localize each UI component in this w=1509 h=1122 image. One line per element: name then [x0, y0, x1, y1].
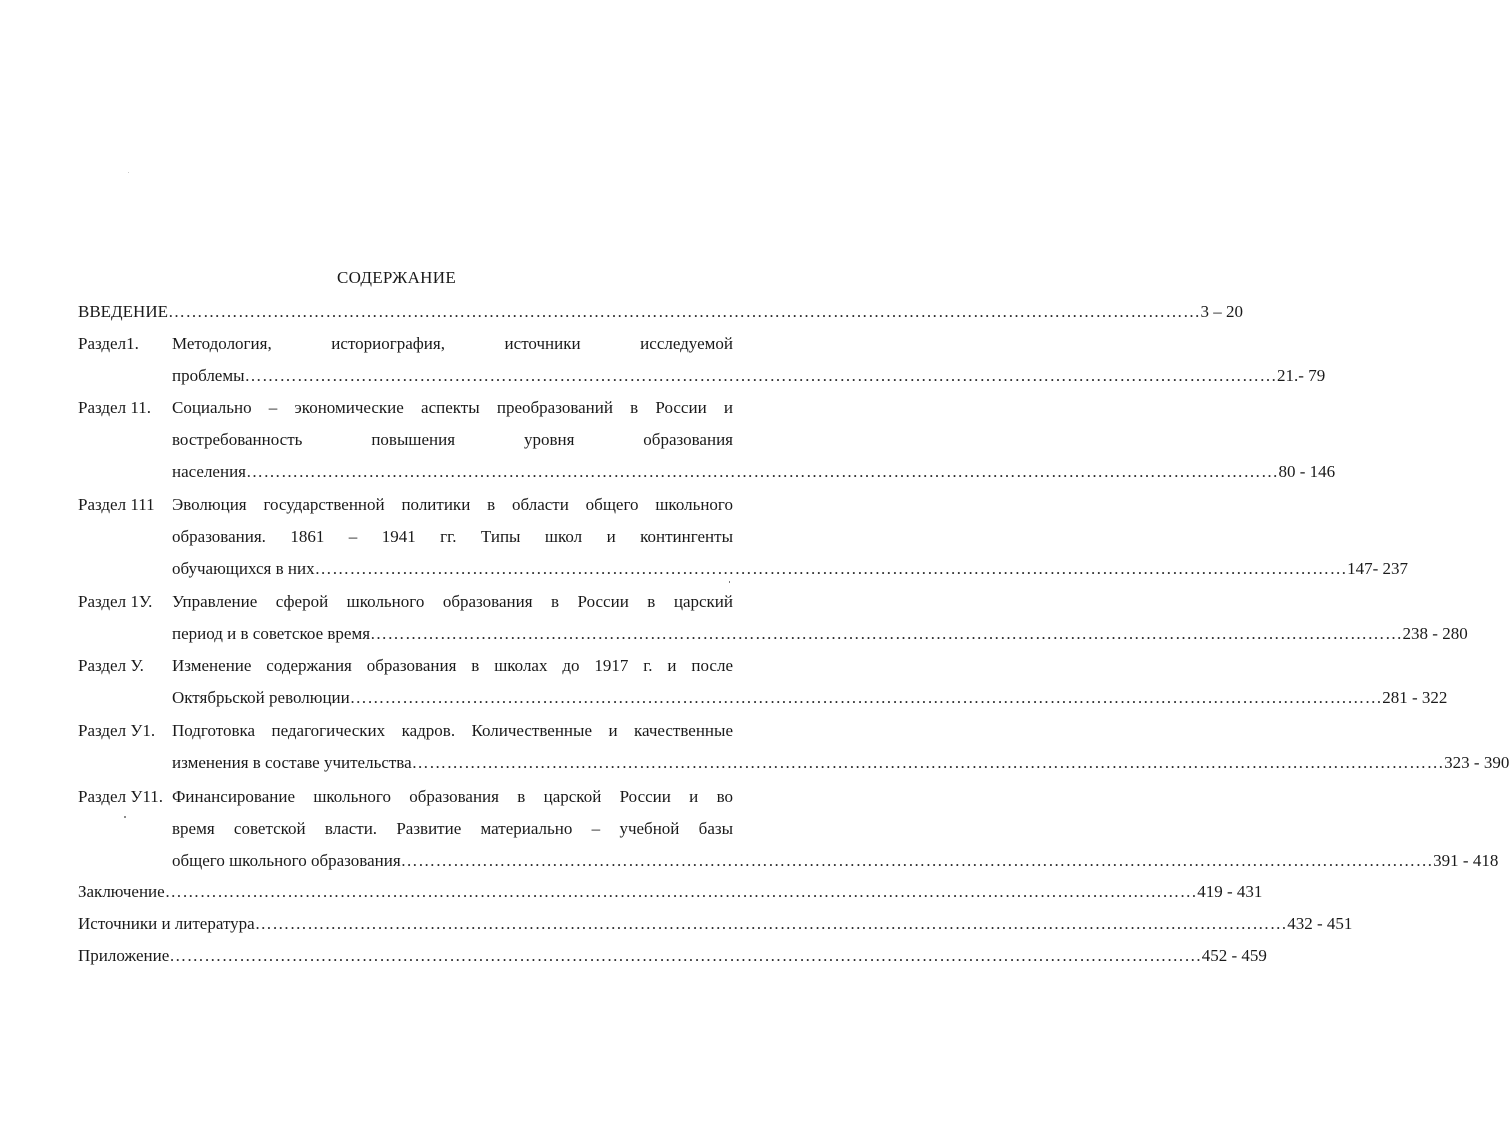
dot-leader: ……………………………………………………………………………………………………………………………………………………………	[246, 462, 1279, 481]
toc-entry-section-3[interactable]	[172, 558, 1409, 580]
toc-page-range: 238 - 280	[1402, 624, 1468, 643]
scan-artifact	[729, 581, 730, 583]
dot-leader: ……………………………………………………………………………………………………………………………………………………………	[314, 559, 1348, 578]
toc-entry-title: Приложение	[78, 946, 170, 965]
toc-section-label: Раздел У1.	[78, 721, 156, 740]
toc-entry-text-line: Социально – экономические аспекты преобразований в России и	[172, 398, 733, 417]
toc-entry-title: общего школьного образования	[172, 851, 401, 870]
toc-page-range: 452 - 459	[1201, 946, 1267, 965]
toc-entry-text-line: Эволюция государственной политики в области общего школьного	[172, 495, 733, 514]
dot-leader: ……………………………………………………………………………………………………………………………………………………………	[254, 914, 1288, 933]
toc-entry-title: Источники и литература	[78, 914, 255, 933]
scan-artifact	[124, 816, 126, 818]
page-title: СОДЕРЖАНИЕ	[336, 268, 457, 287]
toc-entry-title: ВВЕДЕНИЕ	[78, 302, 168, 321]
toc-entry-conclusion[interactable]	[78, 881, 1263, 903]
dot-leader: ……………………………………………………………………………………………………………………………………………………………	[167, 302, 1201, 321]
toc-page-range: 432 - 451	[1287, 914, 1353, 933]
toc-entry-section-4[interactable]	[172, 623, 1468, 645]
toc-entry-text-line: Методология, историография, источники исследуемой	[172, 334, 733, 353]
toc-entry-title: обучающихся в них	[172, 559, 315, 578]
toc-entry-sources[interactable]	[78, 913, 1353, 935]
toc-entry-text-line: Подготовка педагогических кадров. Количественные и качественные	[172, 721, 733, 740]
toc-section-label: Раздел1.	[78, 334, 139, 353]
toc-entry-title: населения	[172, 462, 246, 481]
toc-entry-text-line: время советской власти. Развитие материально – учебной базы	[172, 819, 733, 838]
toc-entry-title: Октябрьской революции	[172, 688, 350, 707]
toc-section-label: Раздел 11.	[78, 398, 151, 417]
toc-entry-text-line: Управление сферой школьного образования в России в царский	[172, 592, 733, 611]
toc-entry-introduction[interactable]	[78, 301, 1243, 323]
toc-entry-section-6[interactable]	[172, 752, 1509, 774]
toc-page-range: 3 – 20	[1200, 302, 1243, 321]
dot-leader: ……………………………………………………………………………………………………………………………………………………………	[370, 624, 1403, 643]
toc-entry-title: Заключение	[78, 882, 165, 901]
scan-artifact	[128, 172, 129, 173]
toc-page-range: 391 - 418	[1433, 851, 1499, 870]
dot-leader: ……………………………………………………………………………………………………………………………………………………………	[411, 753, 1445, 772]
toc-page-range: 21.- 79	[1277, 366, 1326, 385]
toc-entry-text-line: Финансирование школьного образования в царской России и во	[172, 787, 733, 806]
toc-entry-section-7[interactable]	[172, 850, 1499, 872]
toc-section-label: Раздел У.	[78, 656, 144, 675]
dot-leader: ……………………………………………………………………………………………………………………………………………………………	[164, 882, 1198, 901]
dot-leader: ……………………………………………………………………………………………………………………………………………………………	[400, 851, 1434, 870]
dot-leader: ……………………………………………………………………………………………………………………………………………………………	[349, 688, 1383, 707]
toc-entry-text-line: Изменение содержания образования в школах до 1917 г. и после	[172, 656, 733, 675]
toc-page-range: 419 - 431	[1197, 882, 1263, 901]
toc-entry-text-line: востребованность повышения уровня образования	[172, 430, 733, 449]
toc-page-range: 147- 237	[1347, 559, 1409, 578]
toc-section-label: Раздел 1У.	[78, 592, 153, 611]
toc-page-range: 281 - 322	[1382, 688, 1448, 707]
toc-entry-title: период и в советское время	[172, 624, 371, 643]
toc-section-label: Раздел У11.	[78, 787, 163, 806]
toc-entry-section-1[interactable]	[172, 365, 1326, 387]
toc-entry-text-line: образования. 1861 – 1941 гг. Типы школ и контингенты	[172, 527, 733, 546]
toc-entry-title: изменения в составе учительства	[172, 753, 412, 772]
dot-leader: ……………………………………………………………………………………………………………………………………………………………	[169, 946, 1202, 965]
dot-leader: ……………………………………………………………………………………………………………………………………………………………	[244, 366, 1278, 385]
toc-entry-appendix[interactable]	[78, 945, 1267, 967]
toc-page-range: 80 - 146	[1278, 462, 1336, 481]
toc-entry-section-2[interactable]	[172, 461, 1336, 483]
toc-section-label: Раздел 111	[78, 495, 155, 514]
toc-entry-title: проблемы	[172, 366, 245, 385]
toc-entry-section-5[interactable]	[172, 687, 1448, 709]
toc-page-range: 323 - 390	[1444, 753, 1509, 772]
